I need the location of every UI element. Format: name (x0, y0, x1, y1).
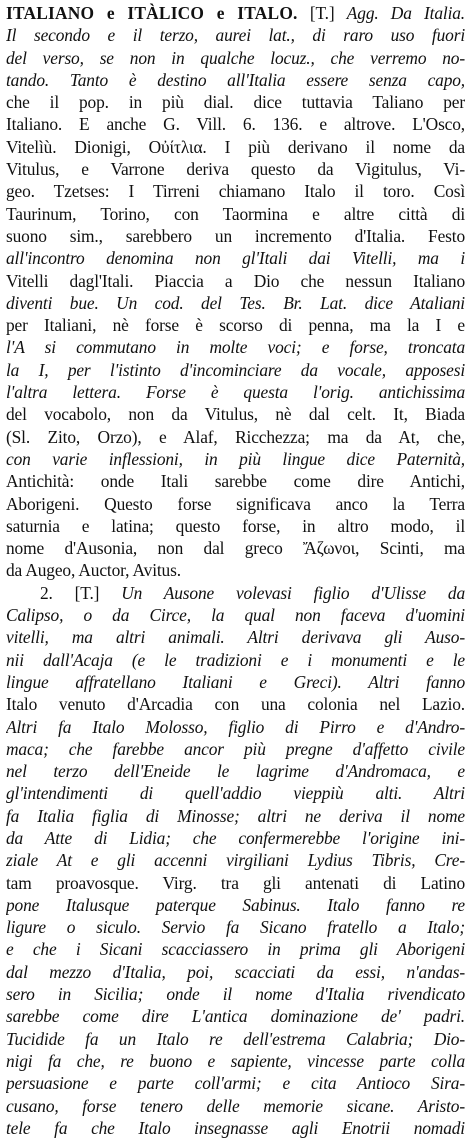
text-line: Antichità: onde Itali sarebbe come dire Antichi, (6, 471, 465, 492)
text-line: fa Italia figlia di Minosse; altri ne deriva il nome (6, 805, 465, 826)
text-line: per Italiani, nè forse è scorso di penna, ma la I e (6, 315, 465, 336)
text-line: e che i Sicani scacciassero in prima gli Aborigeni (6, 939, 465, 960)
text-line: Tucidide fa un Italo re dell'estrema Calabria; Dio- (6, 1028, 465, 1049)
dictionary-entry (6, 2, 465, 1139)
text-line: persuasione e parte coll'armi; e cita Antioco Sira- (6, 1073, 465, 1094)
text-line: Italo venuto d'Arcadia con una colonia nel Lazio. (6, 694, 465, 715)
text-line: che il pop. in più dial. dice tuttavia Taliano per (6, 92, 465, 113)
text-line: del verso, se non in qualche locuz., che verremo no- (6, 47, 465, 68)
entry-headline (6, 2, 465, 24)
text-line: Vitelli dagl'Itali. Piaccia a Dio che nessun Italiano (6, 270, 465, 291)
text-line: Italiano. E anche G. Vill. 6. 136. e altrove. L'Osco, (6, 114, 465, 135)
text-line: all'incontro denomina non gl'Itali dai Vitelli, ma i (6, 248, 465, 269)
text-line: la I, per l'istinto d'incominciare da vocale, apposesi (6, 359, 465, 380)
text-line: tam proavosque. Virg. tra gli antenati di Latino (6, 872, 465, 893)
sense-marker: [T.] (74, 582, 100, 603)
text-line: Altri fa Italo Molosso, figlio di Pirro e d'Andro- (6, 716, 465, 737)
text-line: maca; che farebbe ancor più pregne d'affetto civile (6, 738, 465, 759)
text-line: del vocabolo, non da Vitulus, nè dal celt. It, Biada (6, 404, 465, 425)
text-line: Vitulus, e Varrone deriva questo da Vigitulus, Vi- (6, 159, 465, 180)
text-line: Il secondo e il terzo, aurei lat., di raro uso fuori (6, 25, 465, 46)
text-line: nel terzo dell'Eneide le lagrime d'Andromaca, e (6, 761, 465, 782)
text-line: sarebbe come dire L'antica dominazione de' padri. (6, 1006, 465, 1027)
text-line: cusano, forse tenero delle memorie sicane. Aristo- (6, 1095, 465, 1116)
text-line: Aborigeni. Questo forse significava anco la Terra (6, 493, 465, 514)
text-line: dal mezzo d'Italia, poi, scacciati da essi, n'andas- (6, 961, 465, 982)
text-line: da Augeo, Auctor, Avitus. (6, 560, 181, 581)
text-line: diventi bue. Un cod. del Tes. Br. Lat. dice Ataliani (6, 292, 465, 313)
text-line: nome d'Ausonia, non dal greco Ἄζωνοι, Scinti, ma (6, 538, 465, 559)
text-line: tele fa che Italo insegnasse agli Enotrii nomadi (6, 1117, 465, 1138)
text-line: nigi fa che, re buono e sapiente, vincesse parte colla (6, 1050, 465, 1071)
text-line: Calipso, o da Circe, la qual non faceva d'uomini (6, 605, 465, 626)
text-line: pone Italusque paterque Sabinus. Italo fanno re (6, 894, 465, 915)
text-line: geo. Tzetses: I Tirreni chiamano Italo il toro. Così (6, 181, 465, 202)
headword: ITALIANO e ITÀLICO e ITALO. (6, 3, 298, 23)
text-line: sero in Sicilia; onde il nome d'Italia rivendicato (6, 984, 465, 1005)
text-line: tando. Tanto è destino all'Italia essere senza capo, (6, 69, 465, 90)
text-line: vitelli, ma altri animali. Altri derivava gli Auso- (6, 627, 465, 648)
text-line: suono sim., sarebbero un incremento d'Italia. Festo (6, 225, 465, 246)
text-line: da Atte di Lidia; che confermerebbe l'origine ini- (6, 827, 465, 848)
sense-2-headline (6, 582, 465, 604)
text-line: l'altra lettera. Forse è questa l'orig. antichissima (6, 382, 465, 403)
text-line: ligure o siculo. Servio fa Sicano fratello a Italo; (6, 917, 465, 938)
entry-gloss: Agg. Da Italia. (346, 3, 465, 23)
text-line: ziale At e gli accenni virgiliani Lydius Tibris, Cre- (6, 850, 465, 871)
source-marker: [T.] (309, 3, 335, 23)
sense-2-text: Un Ausone volevasi figlio d'Ulisse da (121, 582, 465, 603)
text-line: (Sl. Zito, Orzo), e Alaf, Ricchezza; ma da At, che, (6, 426, 465, 447)
text-line: saturnia e latina; questo forse, in altro modo, il (6, 515, 465, 536)
text-line: Taurinum, Torino, con Taormina e altre città di (6, 203, 465, 224)
text-line: l'A si commutano in molte voci; e forse, troncata (6, 337, 465, 358)
text-line: gl'intendimenti di quell'addio vieppiù alti. Altri (6, 783, 465, 804)
text-line: Vitelìù. Dionigi, Οὐίτλια. I più derivano il nome da (6, 136, 465, 157)
text-line: con varie inflessioni, in più lingue dice Paternità, (6, 448, 465, 469)
sense-number: 2. (40, 582, 53, 603)
text-line: nii dall'Acaja (e le tradizioni e i monumenti e le (6, 649, 465, 670)
text-line: lingue affratellano Italiani e Greci). Altri fanno (6, 671, 465, 692)
